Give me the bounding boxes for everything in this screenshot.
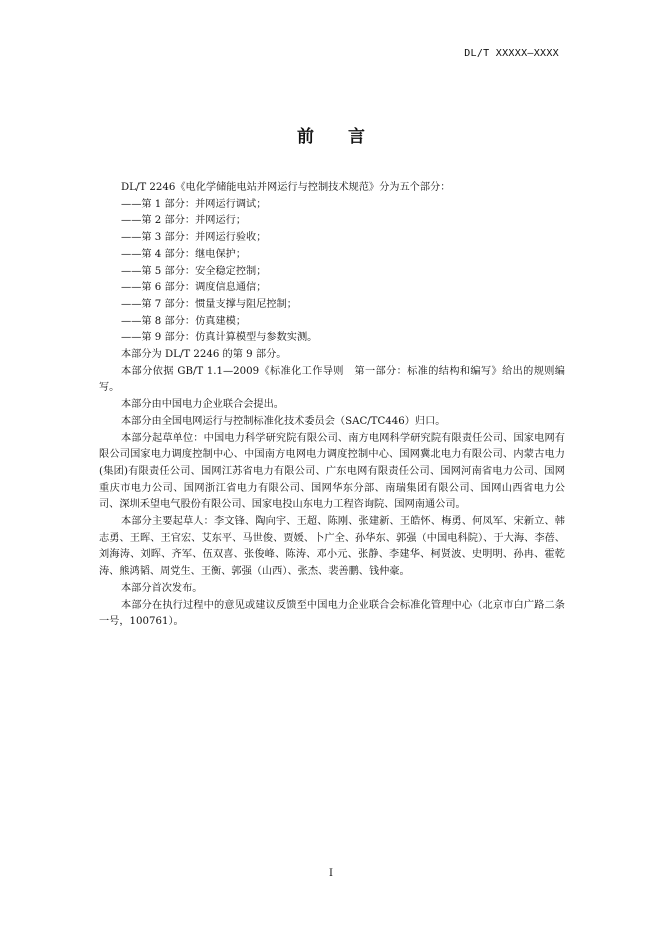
drafting-rules: 本部分依据 GB/T 1.1—2009《标准化工作导则 第一部分：标准的结构和编写》给出的规则编写。 bbox=[99, 365, 565, 394]
part-list-item: ——第 4 部分：继电保护； bbox=[121, 248, 247, 260]
page-title: 前 言 bbox=[297, 127, 379, 147]
proposer: 本部分由中国电力企业联合会提出。 bbox=[121, 399, 284, 411]
page-number: I bbox=[329, 868, 333, 879]
part-list-item: ——第 5 部分：安全稳定控制； bbox=[121, 265, 267, 277]
foreword-body bbox=[99, 180, 565, 631]
feedback-address: 本部分在执行过程中的意见或建议反馈至中国电力企业联合会标准化管理中心（北京市白广路二条一号，100761）。 bbox=[99, 599, 565, 628]
part-list-item: ——第 7 部分：惯量支撑与阻尼控制； bbox=[121, 298, 297, 310]
release-note: 本部分首次发布。 bbox=[121, 582, 203, 594]
intro-paragraph: DL/T 2246《电化学储能电站并网运行与控制技术规范》分为五个部分： bbox=[121, 182, 451, 193]
part-list-item: ——第 2 部分：并网运行； bbox=[121, 215, 247, 227]
drafting-organizations: 本部分起草单位：中国电力科学研究院有限公司、南方电网科学研究院有限责任公司、国家电网有限公司国家电力调度控制中心、中国南方电网电力调度控制中心、国网冀北电力有限公司、内蒙古电力(集团)有限责任公司、国网江苏省电力有限公司、广东电网有限责任公司、国网河南省电力公司、国网重庆市电力公司、国网浙江省电力有限公司、国网华东分部、南瑞集团有限公司、国网山西省电力公司、深圳禾望电气股份有限公司、国家电投山东电力工程咨询院、国网南通公司。 bbox=[99, 432, 565, 511]
technical-committee: 本部分由全国电网运行与控制标准化技术委员会（SAC/TC446）归口。 bbox=[121, 415, 446, 427]
part-list-item: ——第 8 部分：仿真建模； bbox=[121, 315, 247, 327]
part-list-item: ——第 3 部分：并网运行验收； bbox=[121, 232, 267, 244]
part-statement: 本部分为 DL/T 2246 的第 9 部分。 bbox=[121, 349, 287, 361]
part-list-item: ——第 1 部分：并网运行调试； bbox=[121, 198, 267, 210]
main-drafters: 本部分主要起草人：李文锋、陶向宇、王超、陈刚、张建新、王皓怀、梅勇、何凤军、宋新立、韩志勇、王晖、王官宏、艾东平、马世俊、贾媛、卜广全、孙华东、郭强（中国电科院）、于大海、李蓓、刘海涛、刘晖、齐军、伍双喜、张俊峰、陈涛、邓小元、张静、李建华、柯贤波、史明明、孙冉、霍乾涛、熊鸿韬、周党生、王衡、郭强（山西）、张杰、裴善鹏、钱仲豪。 bbox=[99, 516, 565, 578]
document-code: DL/T XXXXX—XXXX bbox=[464, 48, 559, 59]
part-list-item: ——第 6 部分：调度信息通信； bbox=[121, 282, 267, 294]
part-list-item: ——第 9 部分：仿真计算模型与参数实测。 bbox=[121, 332, 318, 344]
